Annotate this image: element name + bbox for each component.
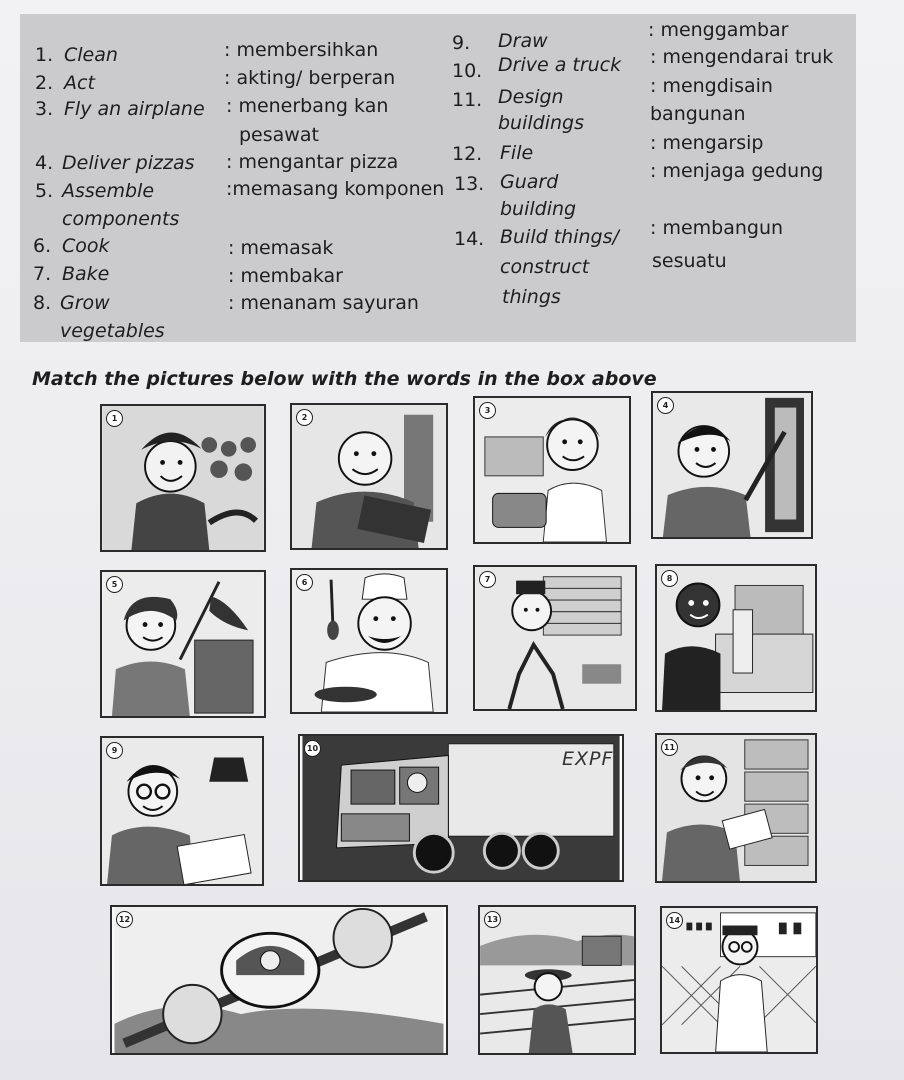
vocab-14-indonesian-cont: sesuatu: [652, 250, 727, 272]
cook-icon: [292, 570, 446, 712]
picture-10-number: 10: [304, 740, 321, 757]
actor-icon: [102, 406, 264, 550]
picture-14-guard: [660, 906, 818, 1054]
assembler-icon: [292, 405, 446, 548]
vocab-6-indonesian: : memasak: [228, 237, 334, 259]
vocab-11-indonesian-cont: bangunan: [650, 103, 746, 125]
vocab-14-english-cont: construct: [500, 256, 590, 278]
vocab-8-indonesian: : menanam sayuran: [228, 292, 419, 314]
vocab-11-english: Design: [498, 86, 564, 108]
vocab-3-num: 3.: [35, 98, 54, 120]
picture-4-number: 4: [657, 397, 674, 414]
vocab-12-indonesian: : mengarsip: [650, 132, 764, 154]
vocab-2-english: Act: [64, 72, 95, 94]
picture-12-number: 12: [116, 911, 133, 928]
picture-2-number: 2: [296, 409, 313, 426]
picture-9-number: 9: [106, 742, 123, 759]
picture-3-baker: [473, 396, 631, 544]
designer-icon: [102, 738, 262, 884]
vocab-3-english: Fly an airplane: [64, 98, 205, 120]
picture-6-cook: [290, 568, 448, 714]
vocab-7-num: 7.: [33, 263, 52, 285]
vocab-14-english-cont2: things: [502, 286, 561, 308]
vocab-5-english: Assemble: [62, 180, 155, 202]
vocab-7-indonesian: : membakar: [228, 265, 343, 287]
truck-label: EXPF: [562, 748, 614, 770]
baker-icon: [475, 398, 629, 542]
vocab-13-num: 13.: [454, 173, 485, 195]
vocab-9-english: Draw: [498, 30, 548, 52]
picture-14-number: 14: [666, 912, 683, 929]
vocab-3-indonesian: : menerbang kan: [226, 95, 389, 117]
picture-1-actor: [100, 404, 266, 552]
vocab-14-num: 14.: [454, 228, 485, 250]
vocab-13-english: Guard: [500, 171, 559, 193]
vocab-1-num: 1.: [35, 44, 54, 66]
vocab-5-num: 5.: [35, 180, 54, 202]
vocab-2-num: 2.: [35, 72, 54, 94]
picture-12-airplane: [110, 905, 448, 1055]
vocab-14-english: Build things/: [500, 226, 619, 248]
vocab-8-english: Grow: [60, 292, 110, 314]
picture-3-number: 3: [479, 402, 496, 419]
vocab-8-num: 8.: [33, 292, 52, 314]
vocab-1-indonesian: : membersihkan: [224, 39, 379, 61]
vocab-3-indonesian-cont: pesawat: [239, 124, 319, 146]
vocab-5-english-cont: components: [62, 208, 180, 230]
instruction-text: Match the pictures below with the words in the box above: [32, 368, 657, 390]
vocab-13-indonesian: : menjaga gedung: [650, 160, 824, 182]
vocab-12-num: 12.: [452, 143, 483, 165]
vocab-6-english: Cook: [62, 235, 110, 257]
vocab-10-indonesian: : mengendarai truk: [650, 46, 834, 68]
picture-4-painter: [651, 391, 813, 539]
farmer-icon: [480, 907, 634, 1053]
vocab-4-indonesian: : mengantar pizza: [226, 151, 399, 173]
architect-icon: [657, 566, 815, 710]
vocab-8-english-cont: vegetables: [60, 320, 165, 342]
vocab-11-indonesian: : mengdisain: [650, 75, 773, 97]
picture-6-number: 6: [296, 574, 313, 591]
vocab-13-english-cont: building: [500, 198, 577, 220]
picture-1-number: 1: [106, 410, 123, 427]
vocab-4-english: Deliver pizzas: [62, 152, 195, 174]
picture-5-cleaner: [100, 570, 266, 718]
vocabulary-box: [20, 14, 856, 342]
picture-8-number: 8: [661, 570, 678, 587]
painter-icon: [653, 393, 811, 537]
vocab-2-indonesian: : akting/ berperan: [224, 67, 396, 89]
vocab-10-num: 10.: [452, 60, 483, 82]
picture-7-builder: [473, 565, 637, 711]
guard-icon: [662, 908, 816, 1052]
vocab-14-indonesian: : membangun: [650, 217, 784, 239]
vocab-5-indonesian: :memasang komponen: [226, 178, 445, 200]
vocab-6-num: 6.: [33, 235, 52, 257]
picture-2-assembler: [290, 403, 448, 550]
vocab-4-num: 4.: [35, 152, 54, 174]
picture-7-number: 7: [479, 571, 496, 588]
vocab-11-num: 11.: [452, 89, 483, 111]
picture-9-designer: [100, 736, 264, 886]
picture-10-truck-driver: [298, 734, 624, 882]
builder-icon: [475, 567, 635, 709]
vocab-12-english: File: [500, 142, 534, 164]
picture-13-number: 13: [484, 911, 501, 928]
picture-11-filing-clerk: [655, 733, 817, 883]
picture-11-number: 11: [661, 739, 678, 756]
vocab-11-english-cont: buildings: [498, 112, 585, 134]
vocab-10-english: Drive a truck: [498, 54, 622, 76]
picture-8-architect: [655, 564, 817, 712]
cleaner-icon: [102, 572, 264, 716]
picture-13-farmer: [478, 905, 636, 1055]
filing-clerk-icon: [657, 735, 815, 881]
airplane-icon: [112, 907, 446, 1053]
vocab-7-english: Bake: [62, 263, 110, 285]
vocab-9-num: 9.: [452, 32, 471, 54]
vocab-1-english: Clean: [64, 44, 118, 66]
vocab-9-indonesian: : menggambar: [648, 19, 789, 41]
picture-5-number: 5: [106, 576, 123, 593]
